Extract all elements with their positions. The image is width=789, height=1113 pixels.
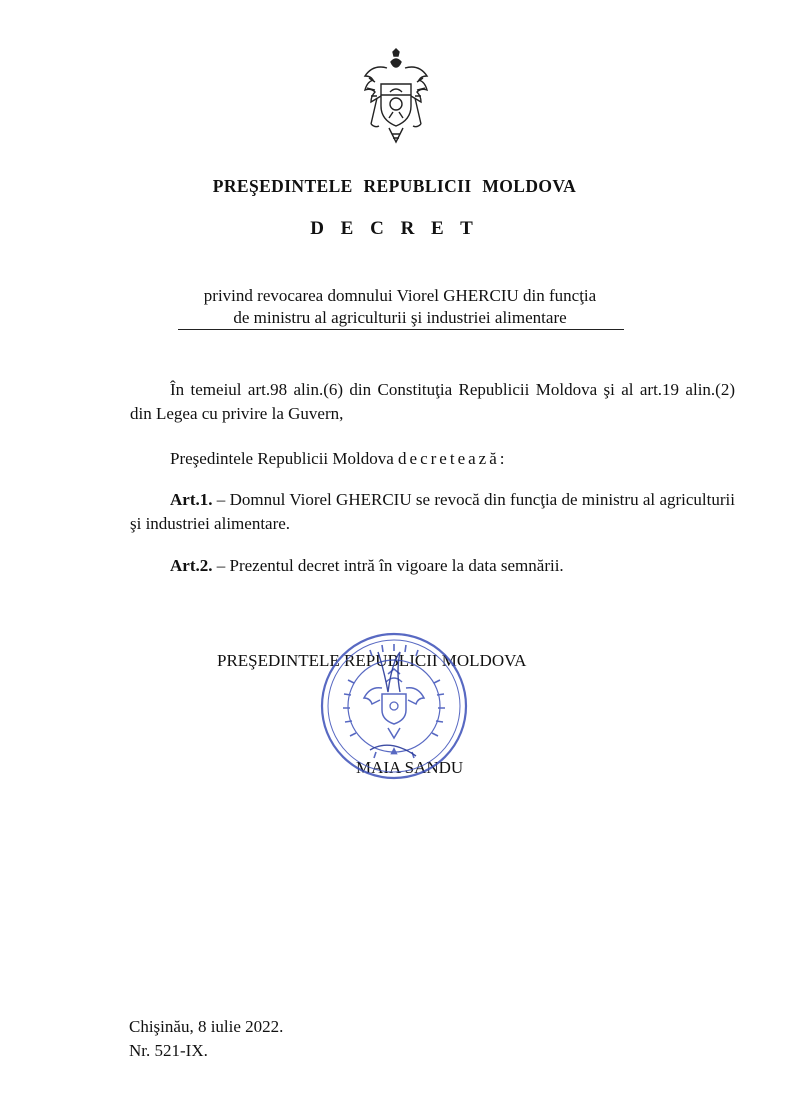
- subject-line-1: privind revocarea domnului Viorel GHERCIU din funcţia: [203, 286, 597, 305]
- article-1: [130, 488, 735, 536]
- preamble-text: În temeiul art.98 alin.(6) din Constituţia Republicii Moldova şi al art.19 alin.(2) din Legea cu privire la Guvern,: [130, 380, 735, 423]
- document-type-heading: D E C R E T: [310, 218, 479, 239]
- official-seal-icon: [318, 630, 470, 782]
- issuer-heading: PREŞEDINTELE REPUBLICII MOLDOVA: [212, 176, 577, 196]
- article-1-text: – Domnul Viorel GHERCIU se revocă din funcţia de ministru al agriculturii şi industriei alimentare.: [130, 490, 735, 533]
- decree-verb: decretează:: [398, 449, 508, 468]
- place-and-date: Chişinău, 8 iulie 2022.: [129, 1017, 284, 1036]
- article-2: [170, 554, 564, 578]
- preamble-paragraph: [130, 378, 735, 426]
- signature-name: MAIA SANDU: [356, 758, 464, 777]
- decree-subject: [150, 285, 650, 329]
- coat-of-arms-icon: [357, 48, 435, 148]
- subject-underline: [178, 329, 624, 330]
- subject-line-2: de ministru al agriculturii şi industriei alimentare: [233, 308, 567, 327]
- article-2-label: Art.2.: [170, 556, 213, 575]
- decree-intro-paragraph: [170, 447, 507, 471]
- article-1-label: Art.1.: [170, 490, 213, 509]
- article-2-text: – Prezentul decret intră în vigoare la data semnării.: [212, 556, 564, 575]
- decree-number: Nr. 521-IX.: [129, 1041, 208, 1060]
- signature-title: PREŞEDINTELE REPUBLICII MOLDOVA: [217, 651, 527, 670]
- decree-intro-text: Preşedintele Republicii Moldova: [170, 449, 394, 468]
